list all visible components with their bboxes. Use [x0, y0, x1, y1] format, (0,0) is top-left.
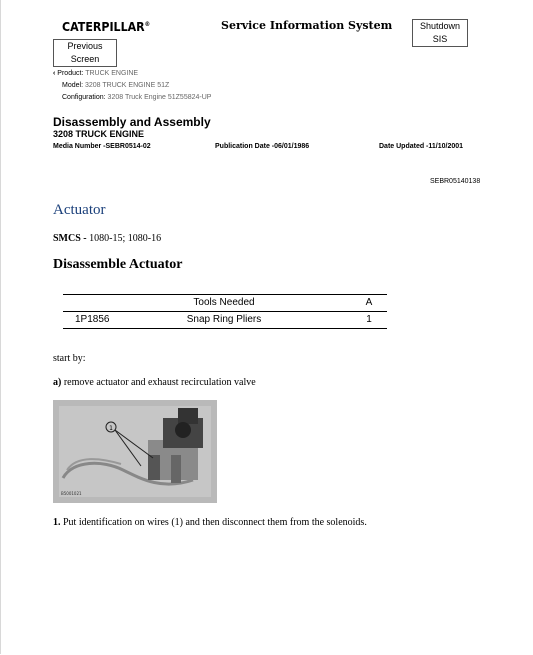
table-header-row: [63, 295, 387, 311]
model-value: 3208 TRUCK ENGINE 51Z: [84, 82, 170, 89]
previous-screen-button[interactable]: Previous Screen: [53, 39, 117, 67]
start-by-label: start by:: [53, 353, 86, 364]
config-line: [53, 92, 211, 104]
step-a-text: remove actuator and exhaust recirculation valve: [61, 377, 256, 388]
model-line: [53, 80, 211, 92]
caterpillar-logo: [62, 20, 150, 34]
doc-id: SEBR05140138: [430, 178, 481, 185]
table-row: [63, 312, 387, 328]
back-chevron-icon[interactable]: ‹: [53, 70, 56, 77]
product-info: [53, 68, 211, 104]
step-1-label: 1.: [53, 517, 61, 528]
figure-callout: 1: [109, 425, 113, 432]
date-updated: Date Updated -11/10/2001: [379, 143, 464, 150]
product-value: TRUCK ENGINE: [85, 70, 139, 77]
logo-text: CATERPILLAR: [62, 20, 145, 34]
smcs-codes: [53, 233, 161, 244]
step-a: [53, 377, 256, 388]
config-value: 3208 Truck Engine 51Z55824-UP: [107, 94, 212, 101]
shutdown-sis-button[interactable]: Shutdown SIS: [412, 19, 468, 47]
section-title: Actuator: [53, 202, 106, 218]
logo-mark: ®: [144, 21, 151, 28]
system-title: Service Information System: [221, 19, 393, 32]
smcs-value: 1080-15; 1080-16: [86, 233, 162, 244]
publication-date: Publication Date -06/01/1986: [215, 143, 310, 150]
step-1-text: Put identification on wires (1) and then disconnect them from the solenoids.: [60, 517, 367, 528]
figure-code: B5001021: [61, 491, 82, 496]
step-1: [53, 517, 367, 528]
config-key: Configuration:: [62, 94, 106, 101]
table-cell: 1: [366, 314, 372, 325]
step-a-label: a): [53, 377, 62, 388]
model-key: Model:: [62, 82, 84, 89]
smcs-label: SMCS -: [53, 233, 87, 244]
document-title: Disassembly and Assembly: [53, 115, 211, 129]
media-number: Media Number -SEBR0514-02: [53, 143, 151, 150]
table-rule: [63, 328, 387, 329]
document-subtitle: 3208 TRUCK ENGINE: [53, 129, 145, 139]
procedure-title: Disassemble Actuator: [53, 257, 183, 272]
product-line: [53, 68, 211, 80]
product-key: Product:: [57, 70, 84, 77]
tools-table: [63, 294, 387, 329]
table-header-cell: Tools Needed: [193, 297, 255, 308]
table-header-cell: A: [365, 297, 373, 308]
actuator-wiring-photo: [53, 400, 217, 503]
table-cell: Snap Ring Pliers: [186, 314, 262, 325]
table-cell: 1P1856: [75, 314, 110, 325]
